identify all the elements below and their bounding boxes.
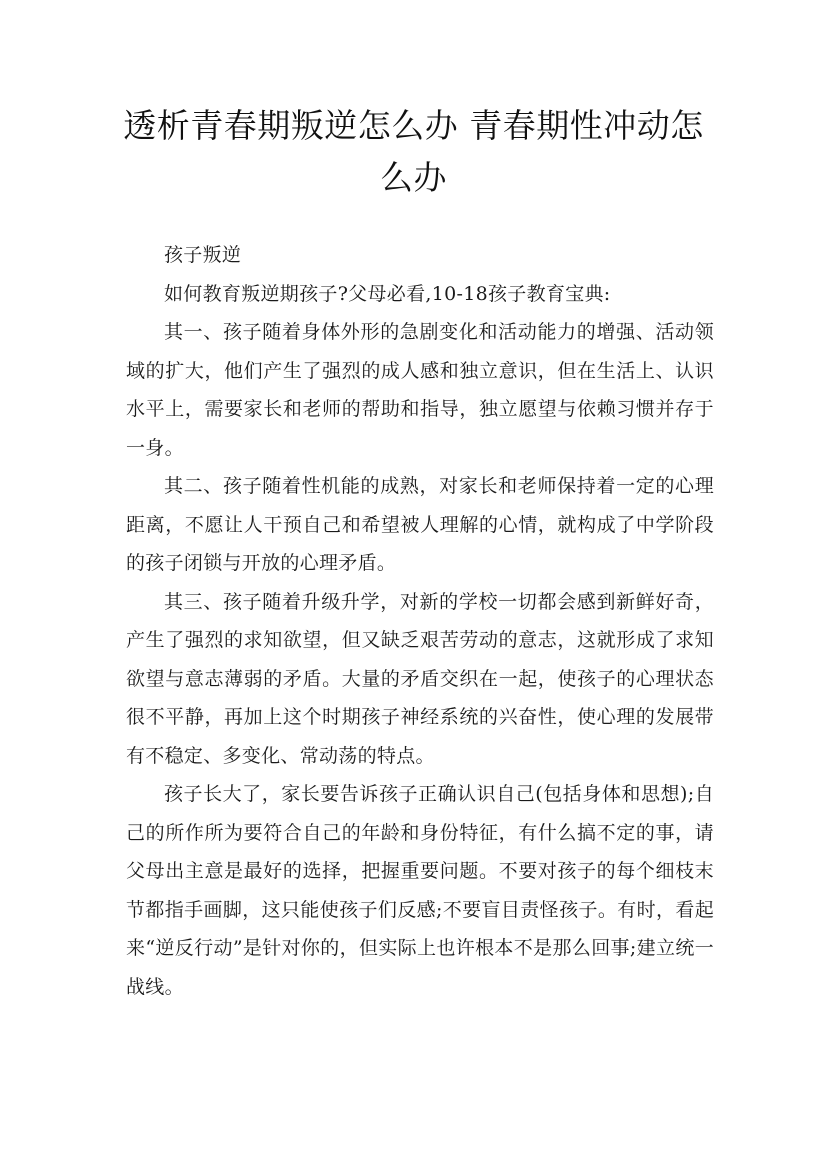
document-body [126,236,714,1006]
paragraph-point-three: 其三、孩子随着升级升学，对新的学校一切都会感到新鲜好奇，产生了强烈的求知欲望，但又缺乏艰苦劳动的意志，这就形成了求知欲望与意志薄弱的矛盾。大量的矛盾交织在一起，使孩子的心理状态很不平静，再加上这个时期孩子神经系统的兴奋性，使心理的发展带有不稳定、多变化、常动荡的特点。 [126,590,714,767]
paragraph-point-two: 其二、孩子随着性机能的成熟，对家长和老师保持着一定的心理距离，不愿让人干预自己和希望被人理解的心情，就构成了中学阶段的孩子闭锁与开放的心理矛盾。 [126,475,714,574]
paragraph-point-one: 其一、孩子随着身体外形的急剧变化和活动能力的增强、活动领域的扩大，他们产生了强烈的成人感和独立意识，但在生活上、认识水平上，需要家长和老师的帮助和指导，独立愿望与依赖习惯并存于一身。 [126,321,714,459]
paragraph-heading: 孩子叛逆 [164,244,242,266]
paragraph-intro: 如何教育叛逆期孩子?父母必看,10-18孩子教育宝典: [164,282,611,305]
paragraph-advice: 孩子长大了，家长要告诉孩子正确认识自己(包括身体和思想);自己的所作所为要符合自己的年龄和身份特征，有什么搞不定的事，请父母出主意是最好的选择，把握重要问题。不要对孩子的每个细枝末节都指手画脚，这只能使孩子们反感;不要盲目责怪孩子。有时，看起来“逆反行动”是针对你的，但实际上也许根本不是那么回事;建立统一战线。 [126,783,714,998]
document-title: 透析青春期叛逆怎么办 青春期性冲动怎么办 [123,106,704,197]
